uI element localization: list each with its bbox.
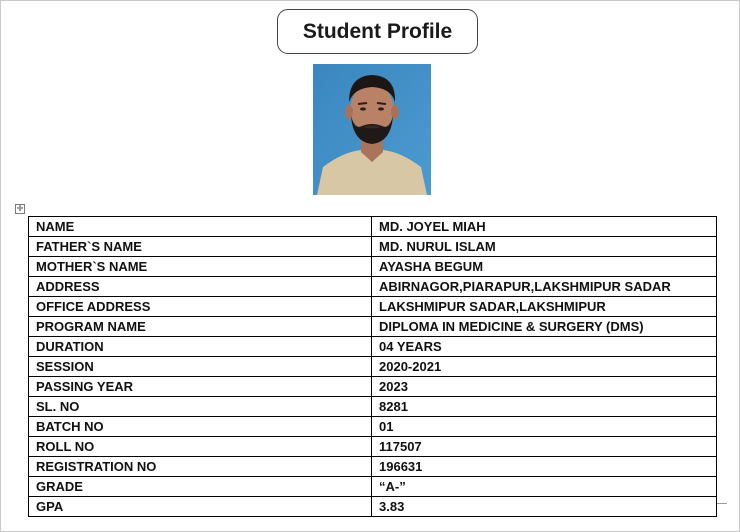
field-label: REGISTRATION NO	[29, 457, 372, 477]
field-value: 04 YEARS	[372, 337, 717, 357]
field-value: 01	[372, 417, 717, 437]
field-label: OFFICE ADDRESS	[29, 297, 372, 317]
move-cross-icon: ✛	[16, 204, 24, 213]
field-label: NAME	[29, 217, 372, 237]
field-label: GRADE	[29, 477, 372, 497]
field-label: SESSION	[29, 357, 372, 377]
field-label: GPA	[29, 497, 372, 517]
table-row	[29, 297, 717, 317]
field-value: MD. NURUL ISLAM	[372, 237, 717, 257]
field-label: ROLL NO	[29, 437, 372, 457]
table-row	[29, 457, 717, 477]
table-row	[29, 377, 717, 397]
table-row	[29, 257, 717, 277]
table-row	[29, 217, 717, 237]
field-label: PROGRAM NAME	[29, 317, 372, 337]
field-value: “A-”	[372, 477, 717, 497]
page-title-text: Student Profile	[302, 19, 453, 43]
field-value: ABIRNAGOR,PIARAPUR,LAKSHMIPUR SADAR	[372, 277, 717, 297]
field-label: FATHER`S NAME	[29, 237, 372, 257]
field-value: 3.83	[372, 497, 717, 517]
student-photo	[313, 64, 431, 195]
field-label: MOTHER`S NAME	[29, 257, 372, 277]
field-label: DURATION	[29, 337, 372, 357]
field-label: SL. NO	[29, 397, 372, 417]
table-move-handle[interactable]	[15, 204, 25, 214]
student-photo-image	[313, 64, 431, 195]
field-value: DIPLOMA IN MEDICINE & SURGERY (DMS)	[372, 317, 717, 337]
field-value: 8281	[372, 397, 717, 417]
field-value: 2023	[372, 377, 717, 397]
table-row	[29, 477, 717, 497]
field-value: 117507	[372, 437, 717, 457]
field-value: LAKSHMIPUR SADAR,LAKSHMIPUR	[372, 297, 717, 317]
field-value: 2020-2021	[372, 357, 717, 377]
table-row	[29, 317, 717, 337]
field-label: PASSING YEAR	[29, 377, 372, 397]
table-row	[29, 357, 717, 377]
table-row	[29, 497, 717, 517]
table-row	[29, 277, 717, 297]
field-value: MD. JOYEL MIAH	[372, 217, 717, 237]
field-label: ADDRESS	[29, 277, 372, 297]
field-value: AYASHA BEGUM	[372, 257, 717, 277]
table-edge-mark	[717, 503, 727, 504]
field-value: 196631	[372, 457, 717, 477]
table-row	[29, 337, 717, 357]
profile-table	[28, 216, 717, 517]
table-row	[29, 437, 717, 457]
field-label: BATCH NO	[29, 417, 372, 437]
page-title	[277, 9, 478, 54]
table-row	[29, 237, 717, 257]
table-row	[29, 397, 717, 417]
table-row	[29, 417, 717, 437]
